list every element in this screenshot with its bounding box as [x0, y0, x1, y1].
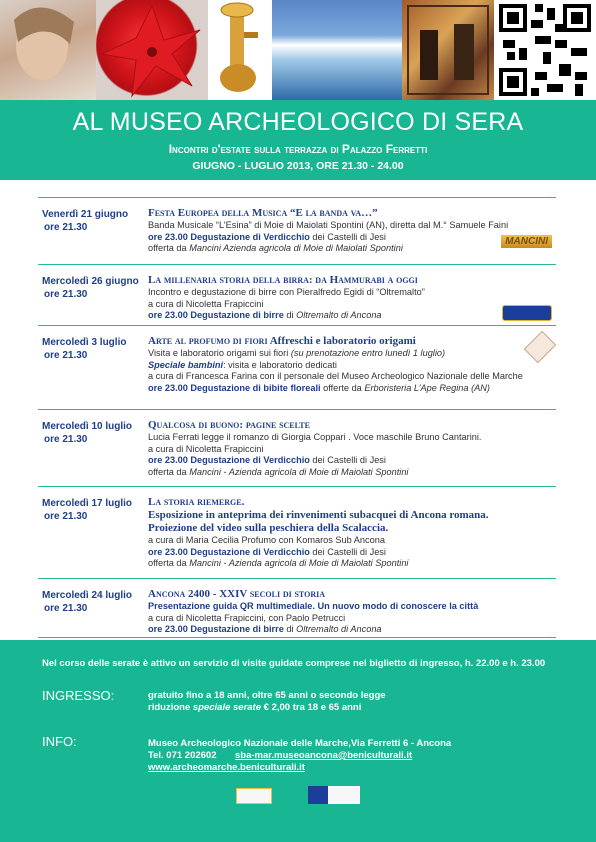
qr-code[interactable]: [494, 0, 596, 100]
info-details: [148, 738, 451, 774]
event-presentation: Presentazione guida QR multimediale. Un nuovo modo di conoscere la città: [148, 601, 479, 611]
event-tasting: ore 23.00 Degustazione di Verdicchio dei Castelli di Jesi: [148, 546, 386, 557]
event-offer: offerta da Mancini Azienda agricola di Moie di Maiolati Spontini: [148, 243, 403, 253]
info-label: INFO:: [42, 734, 77, 749]
photo-egyptian-fresco: [402, 0, 494, 100]
event-tasting: ore 23.00 Degustazione di birre di Oltremalto di Ancona: [148, 624, 382, 634]
photo-woman: [0, 0, 96, 100]
info-footer: [0, 640, 596, 842]
event-title: Qualcosa di buono: pagine scelte: [148, 419, 310, 431]
event-day: Mercoledì 26 giugno ore 21.30: [42, 276, 139, 300]
event-kids: Speciale bambini: visita e laboratorio dedicati: [148, 359, 337, 370]
event-description: Incontro e degustazione di birre con Pieralfredo Egidi di “Oltremalto”: [148, 287, 425, 297]
event-offer: offerta da Mancini - Azienda agricola di Moie di Maiolati Spontini: [148, 466, 409, 477]
photo-tuba: [208, 0, 272, 100]
event-curator: a cura di Nicoletta Frapiccini: [148, 298, 264, 309]
event-exhibition: Esposizione in anteprima dei rinvenimenti subacquei di Ancona romana.: [148, 509, 489, 521]
oltremalto-logo: [502, 305, 552, 321]
event-title: Arte al profumo di fiori Affreschi e laboratorio origami: [148, 335, 416, 347]
event-day: Mercoledì 17 luglio ore 21.30: [42, 498, 133, 522]
event-curator: a cura di Nicoletta Frapiccini: [148, 443, 264, 454]
event-title: La millenaria storia della birra: da Hammurabi a oggi: [148, 274, 418, 286]
page-title: AL MUSEO ARCHEOLOGICO DI SERA: [72, 108, 524, 136]
guided-tours-note: Nel corso delle serate è attivo un servizio di visite guidate comprese nel biglietto di ingresso, h. 22.00 e h. 23.00: [42, 658, 546, 669]
event-program: [38, 197, 556, 638]
event-description: Banda Musicale “L’Esina” di Moie di Maiolati Spontini (AN), diretta dal M.° Samuele Faini: [148, 220, 509, 230]
event-item: [38, 326, 556, 410]
ingresso-label: INGRESSO:: [42, 688, 115, 703]
event-day: Venerdì 21 giugno ore 21.30: [42, 209, 129, 233]
page-subtitle: Incontri d'estate sulla terrazza di Palazzo Ferretti: [168, 142, 428, 156]
event-item: [38, 410, 556, 487]
event-item: [38, 197, 556, 265]
header-photo-strip: [0, 0, 596, 100]
event-video: Proiezione del video sulla peschiera della Scalaccia.: [148, 522, 389, 534]
event-tasting: ore 23.00 Degustazione di bibite floreali offerte da Erboristeria L’Ape Regina (AN): [148, 382, 490, 393]
event-offer: offerta da Mancini - Azienda agricola di Moie di Maiolati Spontini: [148, 558, 409, 568]
event-day: Mercoledì 3 luglio ore 21.30: [42, 337, 127, 361]
email-link[interactable]: sba-mar.museoancona@beniculturali.it: [234, 750, 413, 761]
ministry-logo: [308, 786, 360, 804]
event-item: [38, 487, 556, 579]
event-day: Mercoledì 10 luglio ore 21.30: [42, 421, 133, 445]
event-description: Lucia Ferrati legge il romanzo di Giorgia Coppari . Voce maschile Bruno Cantarini.: [148, 432, 482, 442]
website-link[interactable]: www.archeomarche.beniculturali.it: [148, 762, 305, 773]
event-tasting: ore 23.00 Degustazione di Verdicchio dei Castelli di Jesi: [148, 455, 386, 465]
event-tasting: ore 23.00 Degustazione di Verdicchio dei Castelli di Jesi: [148, 231, 386, 242]
event-description: Visita e laboratorio origami sui fiori (su prenotazione entro lunedì 1 luglio): [148, 348, 446, 358]
event-item: [38, 579, 556, 638]
museum-address: Museo Archeologico Nazionale delle Marche,Via Ferretti 6 - Ancona: [148, 738, 452, 749]
event-item: [38, 265, 556, 326]
event-dates: GIUGNO - LUGLIO 2013, ORE 21.30 - 24.00: [192, 160, 404, 172]
photo-red-flower: [96, 0, 208, 100]
event-tasting: ore 23.00 Degustazione di birre di Oltremalto di Ancona: [148, 310, 382, 320]
event-curator: a cura di Francesca Farina con il personale del Museo Archeologico Nazionale delle Marche: [148, 371, 523, 381]
event-curator: a cura di Maria Cecilia Profumo con Komaros Sub Ancona: [148, 535, 385, 545]
ingresso-details: gratuito fino a 18 anni, oltre 65 anni o secondo legge riduzione speciale serate € 2,00 tra 18 e 65 anni: [148, 690, 386, 713]
photo-sea-waves: [272, 0, 402, 100]
event-title: Festa Europea della Musica “E la banda va…”: [148, 207, 378, 219]
event-title: La storia riemerge.: [148, 496, 245, 508]
phone-number: Tel. 071 202602: [148, 750, 217, 761]
event-curator: a cura di Nicoletta Frapiccini, con Paolo Petrucci: [148, 612, 346, 623]
mancini-logo: MANCINI: [501, 235, 552, 248]
sponsor-logo: [236, 788, 272, 804]
event-day: Mercoledì 24 luglio ore 21.30: [42, 590, 133, 614]
title-band: [0, 100, 596, 180]
event-title: Ancona 2400 - XXIV secoli di storia: [148, 588, 326, 600]
